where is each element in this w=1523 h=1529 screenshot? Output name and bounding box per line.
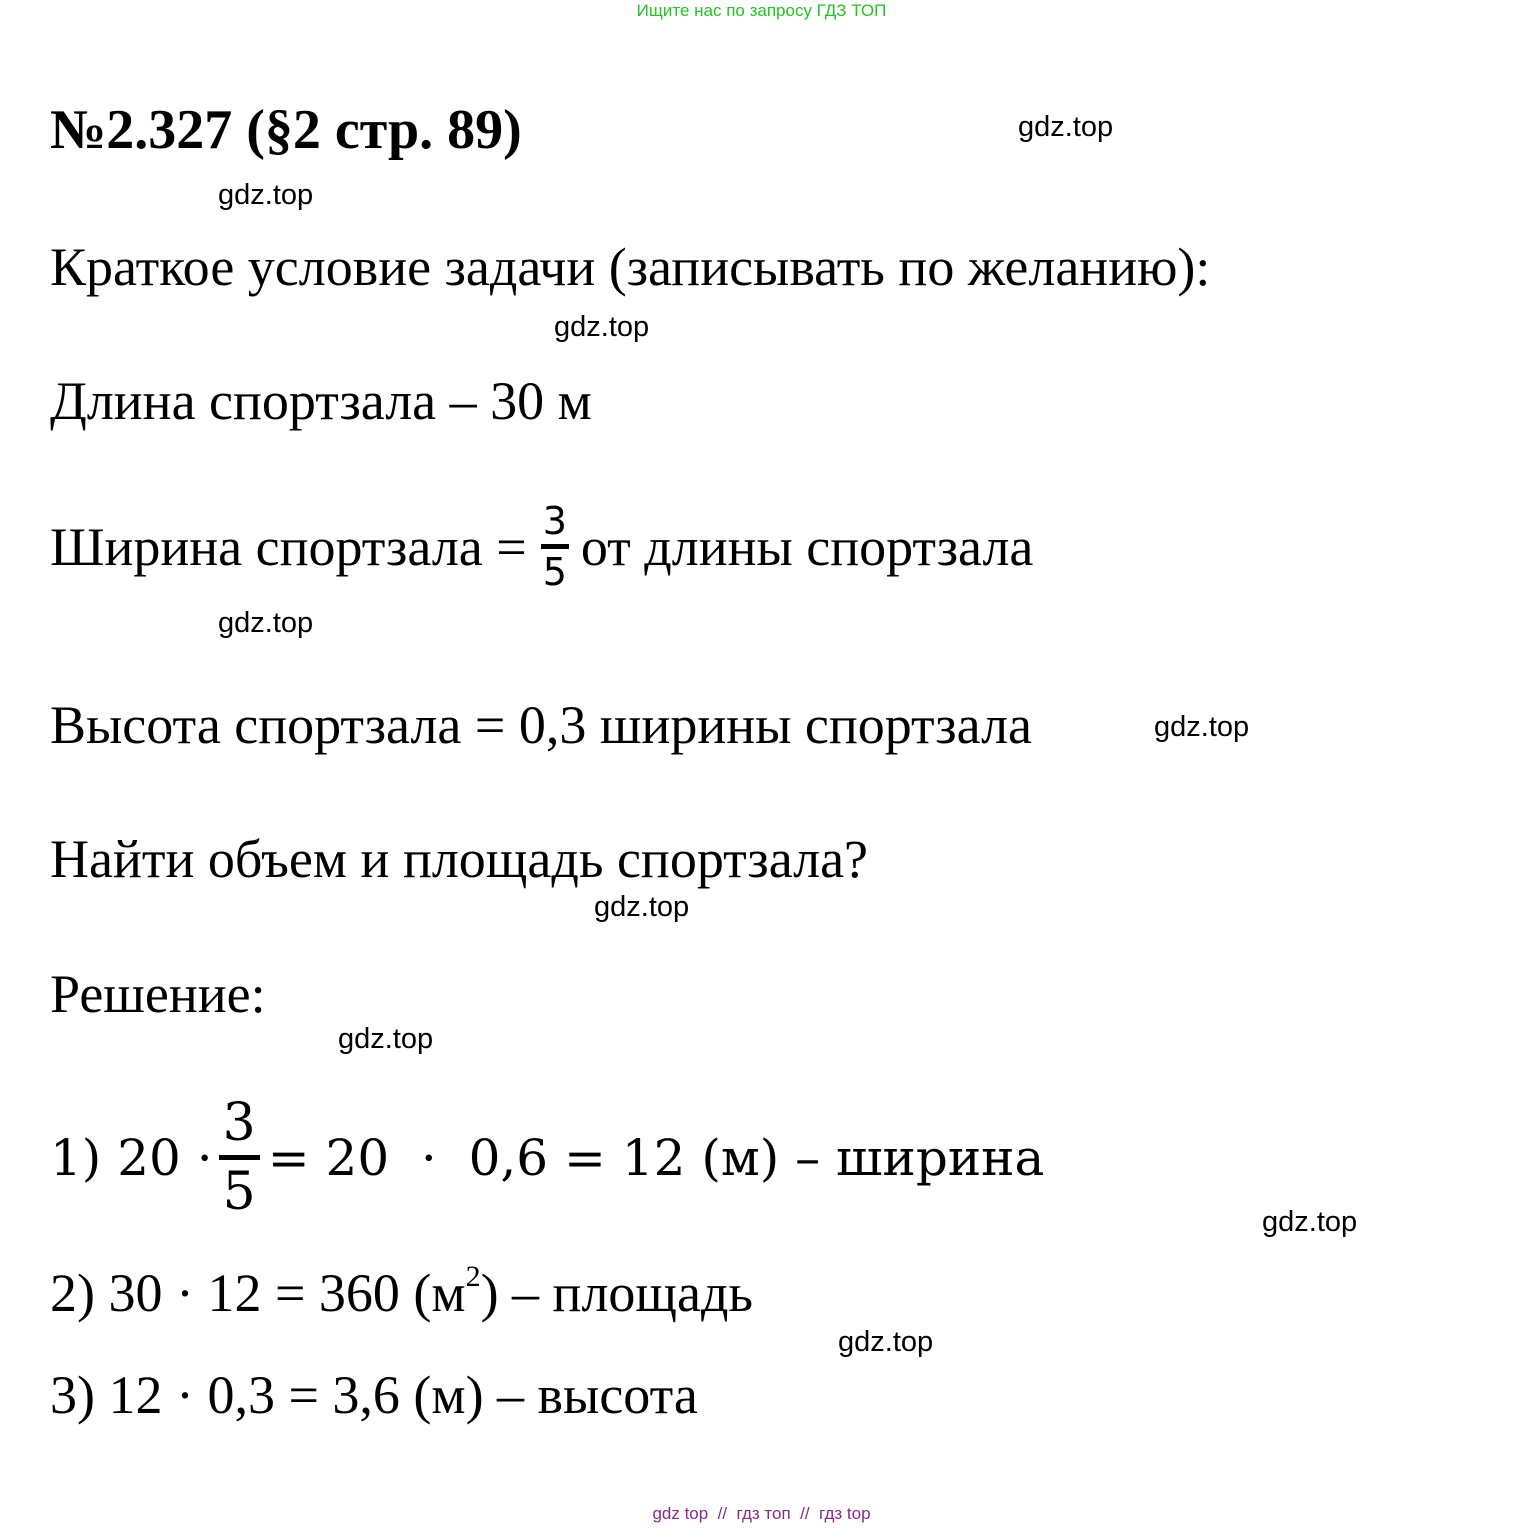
- footer-watermark: gdz top // гдз топ // гдз top: [652, 1504, 871, 1523]
- width-line-prefix: Ширина спортзала =: [50, 516, 527, 577]
- watermark: gdz.top: [1154, 711, 1250, 743]
- watermark: gdz.top: [218, 607, 314, 639]
- fraction-numerator: 3: [542, 499, 567, 543]
- watermark: gdz.top: [218, 179, 314, 211]
- watermark: gdz.top: [1262, 1206, 1358, 1238]
- fraction: [541, 499, 569, 594]
- fraction-denominator: 5: [222, 1162, 256, 1222]
- condition-heading: Краткое условие задачи (записывать по желанию):: [50, 237, 1211, 297]
- solution-step-2: [50, 1260, 754, 1323]
- width-line-suffix: от длины спортзала: [580, 516, 1034, 577]
- solution-step-1: [50, 1093, 1045, 1222]
- step2-suffix: ) – площадь: [480, 1263, 754, 1323]
- length-line: Длина спортзала – 30 м: [50, 371, 592, 431]
- solution-heading: Решение:: [50, 964, 266, 1024]
- step1-suffix: = 20 · 0,6 = 12 (м) – ширина: [267, 1128, 1045, 1187]
- height-line: Высота спортзала = 0,3 ширины спортзала: [50, 695, 1032, 755]
- step1-prefix: 1) 20 ·: [50, 1128, 213, 1187]
- width-line: [50, 499, 1034, 594]
- watermark: gdz.top: [1018, 111, 1114, 143]
- fraction: [219, 1093, 260, 1222]
- step2-prefix: 2) 30 · 12 = 360 (м: [50, 1263, 466, 1323]
- problem-title: №2.327 (§2 стр. 89): [50, 99, 522, 161]
- fraction-numerator: 3: [222, 1093, 256, 1153]
- search-banner: Ищите нас по запросу ГДЗ ТОП: [636, 1, 887, 20]
- fraction-denominator: 5: [542, 550, 567, 594]
- watermark: gdz.top: [338, 1023, 434, 1055]
- solution-step-3: 3) 12 · 0,3 = 3,6 (м) – высота: [50, 1365, 698, 1425]
- superscript: 2: [465, 1260, 481, 1293]
- question-line: Найти объем и площадь спортзала?: [50, 829, 869, 889]
- watermark: gdz.top: [838, 1326, 934, 1358]
- watermark: gdz.top: [594, 891, 690, 923]
- watermark: gdz.top: [554, 311, 650, 343]
